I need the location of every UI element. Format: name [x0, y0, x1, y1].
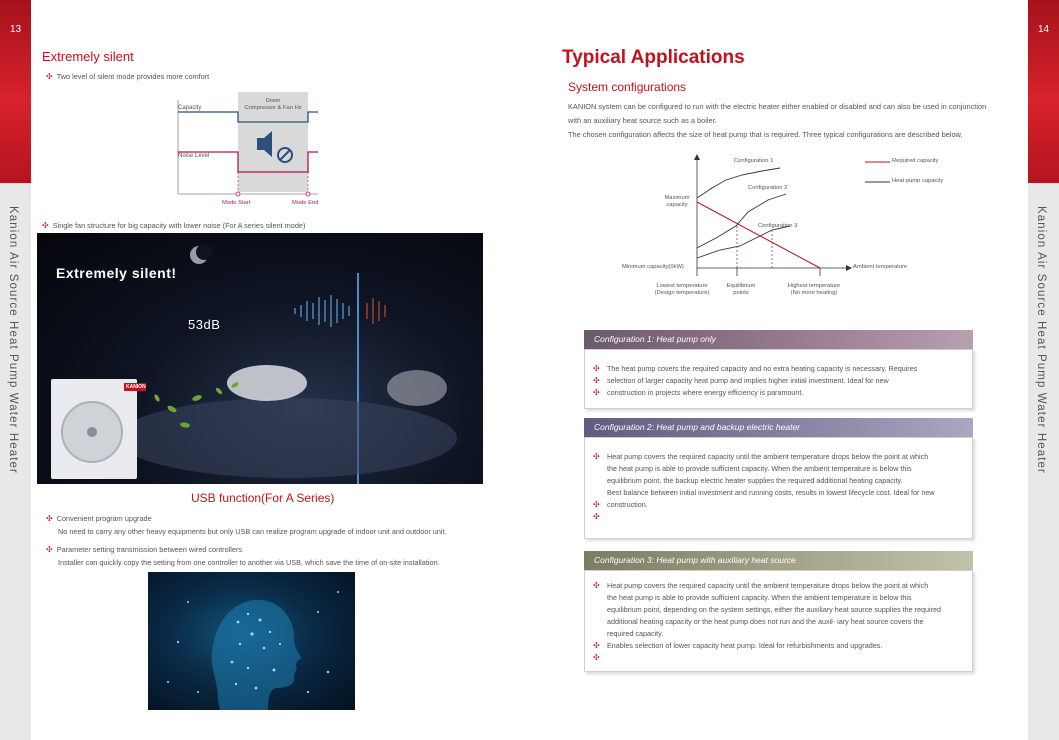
left-edge-tab: [0, 0, 31, 740]
left-side-title: Kanion Air Source Heat Pump Water Heater: [7, 206, 19, 474]
usb-item-2-text: Installer can quickly copy the setting from one controller to another via USB, which save the time of on-site installation.: [58, 558, 440, 567]
bullet-icon: ✣: [593, 452, 600, 461]
ambient-temp-label: Ambient temperature: [853, 264, 908, 270]
config3-line-4-text: additional heating capacity or the heat pump does not run and the auxil- iary heat source covers the: [607, 617, 924, 626]
silent-bullet-1: [46, 70, 209, 83]
config2-line-2-text: the heat pump is able to provide sufficient capacity. When the ambient temperature is below this: [607, 464, 912, 473]
bullet-icon: ✣: [593, 364, 600, 373]
silent-bullet-2: [42, 219, 305, 232]
bullet-icon: ✣: [46, 72, 53, 81]
required-capacity-line: [697, 202, 820, 268]
right-side-title: Kanion Air Source Heat Pump Water Heater: [1035, 206, 1047, 474]
config2-line-2: [593, 463, 972, 475]
bullet-icon: ✣: [593, 376, 600, 385]
silent-bullet-2-text: Single fan structure for big capacity with lower noise (For A series silent mode): [52, 221, 306, 230]
config3-line-2-text: the heat pump is able to provide sufficient capacity. When the ambient temperature is below this: [607, 593, 912, 602]
bullet-icon: ✣: [593, 388, 600, 397]
usb-title: USB function(For A Series): [191, 491, 335, 505]
config1-line-1: [593, 363, 972, 375]
mode-start-label: Mode Start: [222, 200, 251, 206]
bullet-icon: ✣: [593, 500, 600, 509]
highest-temp-line1: Highest temperature: [787, 283, 841, 289]
page-subtitle: System configurations: [568, 80, 687, 94]
min-capacity-label: Minimum capacity(0kW): [622, 264, 684, 270]
equilibrium-label: [715, 283, 767, 297]
config2-curve: [697, 194, 786, 248]
highest-temp-label: [784, 283, 844, 297]
config3-line-2: [593, 592, 972, 604]
photo-headline: Extremely silent!: [56, 265, 177, 281]
down-label-line1: Down: [265, 98, 281, 104]
lowest-temp-label: [652, 283, 712, 297]
page-title: Typical Applications: [562, 47, 745, 68]
equilibrium-line2: points: [733, 290, 749, 296]
silent-bullet-1-text: Two level of silent mode provides more comfort: [56, 72, 210, 81]
config2-line-3: [593, 475, 972, 487]
config3-box: [584, 570, 973, 672]
usb-item-1-text: No need to carry any other heavy equipments but only USB can realize program upgrade of indoor unit and outdoor unit.: [58, 527, 447, 536]
config2-label: Configuration 2: [748, 185, 788, 191]
max-capacity-label: [662, 195, 692, 209]
photo-db-value: 53dB: [188, 317, 221, 332]
intro-line-3: The chosen configuration affects the size of heat pump that is required. Three typical configurations are described below.: [568, 130, 963, 139]
down-label: [238, 98, 308, 112]
config2-line-1: [593, 451, 972, 463]
config1-label: Configuration 1: [734, 158, 774, 164]
silent-title: Extremely silent: [42, 49, 134, 64]
bullet-icon: ✣: [593, 653, 600, 662]
max-capacity-line2: capacity: [666, 202, 688, 208]
intro-line-2: with an auxiliary heat source such as a boiler.: [568, 116, 717, 125]
bullet-icon: ✣: [42, 221, 49, 230]
usb-item-2: [46, 543, 440, 569]
config3-line-3-text: equilibrium point, depending on the system settings, either the auxiliary heat source supplies the required: [607, 605, 942, 614]
config1-line-2: [593, 375, 972, 387]
noise-label: Noise Level: [178, 153, 210, 159]
mode-end-label: Mode End: [292, 200, 319, 206]
bullet-icon: ✣: [593, 581, 600, 590]
config2-line-4-text: Best balance between initial investment and running costs, results in lowest lifecycle cost. Ideal for new: [607, 488, 935, 497]
ai-head-photo: [148, 572, 355, 710]
left-page-number: 13: [9, 24, 22, 35]
right-edge-tab: [1028, 0, 1059, 740]
config3-header: Configuration 3: Heat pump with auxiliary heat source: [584, 551, 973, 570]
config2-line-4: [593, 487, 972, 499]
legend-required-label: Required capacity: [892, 158, 939, 164]
config3-line-6-text: Enables selection of lower capacity heat pump. Ideal for refurbishments and upgrades.: [607, 641, 883, 650]
bullet-icon: ✣: [593, 512, 600, 521]
bullet-icon: ✣: [46, 545, 53, 554]
capacity-label: Capacity: [178, 105, 202, 111]
config3-line-5: [593, 628, 972, 640]
photo-brand-label: KANION: [126, 384, 146, 390]
config2-header: Configuration 2: Heat pump and backup electric heater: [584, 418, 973, 437]
silent-photo: [37, 233, 483, 484]
bullet-icon: ✣: [593, 641, 600, 650]
config2-line-3-text: equilibrium point, the backup electric heater supplies the required additional heating capacity.: [607, 476, 903, 485]
config2-line-1-text: Heat pump covers the required capacity until the ambient temperature drops below the point at which: [607, 452, 929, 461]
intro-line-1: KANION system can be configured to run with the electric heater either enabled or disabled and can also be used in conjunction: [568, 102, 987, 111]
equilibrium-line1: Equilibrium: [726, 283, 756, 289]
down-label-line2: Compressor & Fan Hz: [244, 105, 302, 111]
config1-curve: [697, 168, 780, 198]
max-capacity-line1: Maximum: [664, 195, 690, 201]
lowest-temp-line2: (Design temperature): [654, 290, 710, 296]
config1-line-3: [593, 387, 972, 399]
config1-line-2-text: selection of larger capacity heat pump and implies higher initial investment. Ideal for new: [607, 376, 889, 385]
right-page-number: 14: [1037, 24, 1050, 35]
config1-line-3-text: construction in projects where energy efficiency is paramount.: [607, 388, 804, 397]
config3-line-1: [593, 580, 972, 592]
bullet-icon: ✣: [46, 514, 53, 523]
config3-line-3: [593, 604, 972, 616]
usb-item-1: [46, 512, 447, 538]
highest-temp-line2: (No more heating): [790, 290, 838, 296]
config1-box: [584, 349, 973, 409]
config2-line-5-text: construction.: [607, 500, 648, 509]
config3-label: Configuration 3: [758, 223, 798, 229]
config2-box: [584, 437, 973, 539]
config2-line-5: [593, 499, 972, 511]
usb-item-2-title: Parameter setting transmission between wired controllers: [56, 545, 243, 554]
config3-line-1-text: Heat pump covers the required capacity until the ambient temperature drops below the point at which: [607, 581, 929, 590]
lowest-temp-line1: Lowest temperature: [656, 283, 708, 289]
intro-text: [568, 100, 986, 142]
config3-line-5-text: required capacity.: [607, 629, 664, 638]
legend-heatpump-label: Heat pump capacity: [892, 178, 944, 184]
config3-line-4: [593, 616, 972, 628]
config1-header: Configuration 1: Heat pump only: [584, 330, 973, 349]
config3-curve: [697, 226, 790, 258]
config3-line-6: [593, 640, 972, 652]
config1-line-1-text: The heat pump covers the required capacity and no extra heating capacity is necessary. Requires: [607, 364, 918, 373]
usb-item-1-title: Convenient program upgrade: [56, 514, 152, 523]
